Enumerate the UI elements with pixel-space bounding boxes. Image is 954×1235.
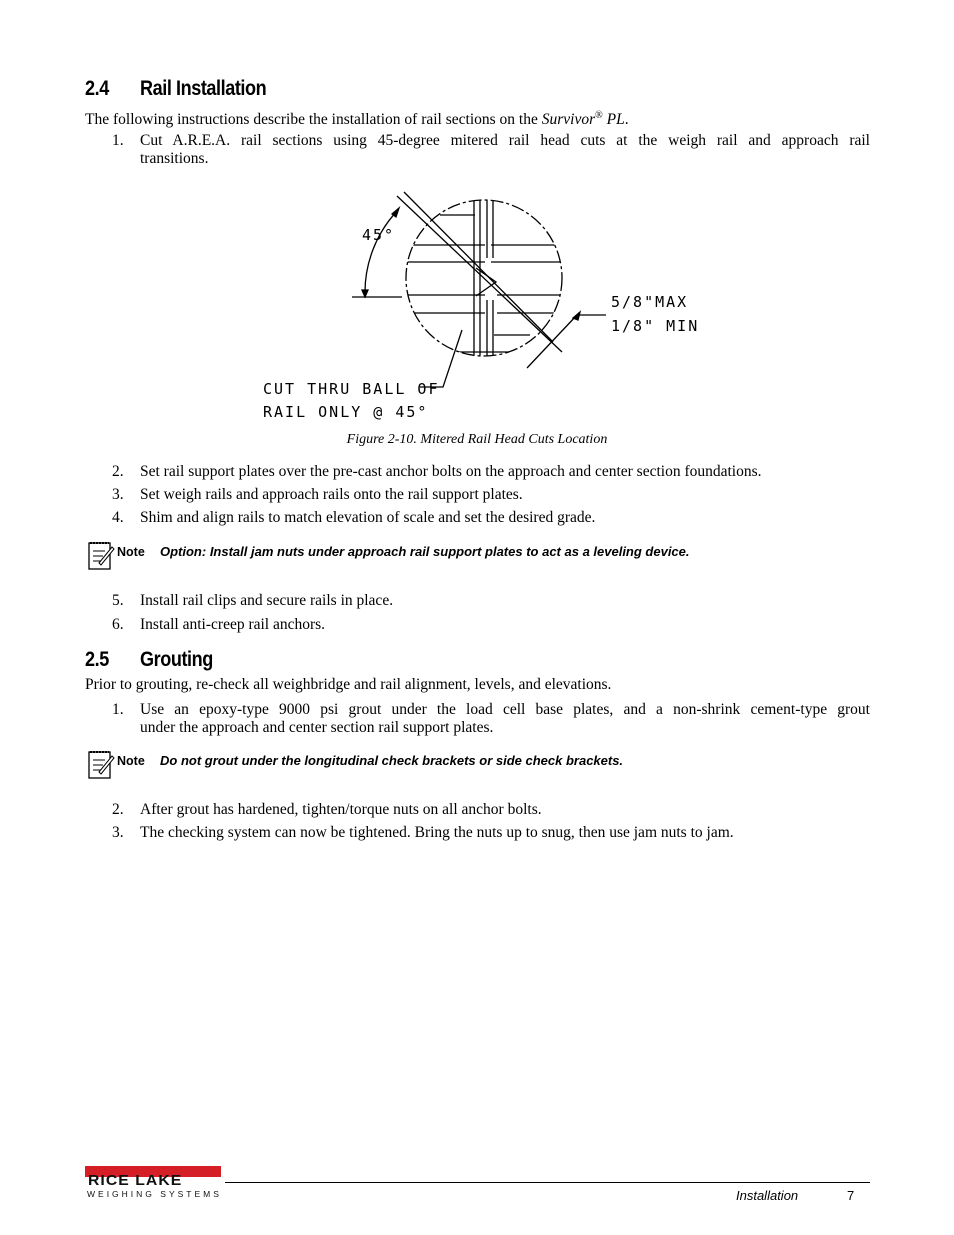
list-number: 1.: [112, 132, 124, 149]
list-number: 4.: [112, 509, 124, 526]
intro-end: .: [624, 111, 629, 129]
company-logo-subtitle: WEIGHING SYSTEMS: [87, 1189, 222, 1199]
list-text-line: under the approach and center section rail support plates.: [140, 719, 494, 736]
note-icon: [86, 748, 116, 781]
note-label: Note: [117, 545, 145, 559]
list-number: 5.: [112, 592, 124, 609]
page-number: 7: [847, 1188, 855, 1203]
footer-section: Installation: [736, 1188, 799, 1203]
note-label: Note: [117, 754, 145, 768]
cut-label-line1: CUT THRU BALL OF: [263, 380, 440, 398]
company-logo: RICE LAKE: [88, 1172, 183, 1189]
list-text: Set rail support plates over the pre-cast anchor bolts on the approach and center section foundations.: [140, 463, 762, 480]
list-number: 1.: [112, 701, 124, 718]
list-item: [85, 509, 870, 529]
note-text: Option: Install jam nuts under approach rail support plates to act as a leveling device.: [160, 544, 690, 559]
list-text-line: Use an epoxy-type 9000 psi grout under the load cell base plates, and a non-shrink cement-type grout: [140, 701, 870, 718]
list-item: [85, 486, 870, 506]
list-text-line: transitions.: [140, 150, 209, 167]
registered-mark: ®: [595, 110, 603, 121]
footer-rule: [225, 1182, 870, 1183]
list-text: Install rail clips and secure rails in place.: [140, 592, 394, 609]
section-title: Grouting: [140, 648, 213, 671]
cut-label-line2: RAIL ONLY @ 45°: [263, 403, 429, 421]
section-number: 2.4: [85, 77, 109, 100]
list-number: 2.: [112, 463, 124, 480]
max-gap-label: 5/8"MAX: [611, 293, 689, 311]
list-number: 3.: [112, 486, 124, 503]
product-name: Survivor: [541, 111, 596, 129]
list-item: [85, 592, 870, 612]
list-item: [85, 701, 870, 741]
list-text: After grout has hardened, tighten/torque nuts on all anchor bolts.: [140, 801, 542, 818]
list-text-line: Cut A.R.E.A. rail sections using 45-degree mitered rail head cuts at the weigh rail and approach rail: [140, 132, 870, 149]
note-icon: [86, 539, 116, 572]
list-number: 3.: [112, 824, 124, 841]
cut-leader: [420, 330, 462, 387]
list-text: Shim and align rails to match elevation of scale and set the desired grade.: [140, 509, 596, 526]
figure-caption: Figure 2-10. Mitered Rail Head Cuts Location: [346, 432, 608, 447]
list-item: [85, 463, 870, 483]
list-text: Install anti-creep rail anchors.: [140, 616, 326, 633]
section-title: Rail Installation: [140, 77, 267, 100]
list-item: [85, 824, 870, 844]
section-number: 2.5: [85, 648, 109, 671]
angle-label: 45°: [362, 226, 396, 244]
list-number: 2.: [112, 801, 124, 818]
list-item: [85, 616, 870, 636]
list-number: 6.: [112, 616, 124, 633]
note-text: Do not grout under the longitudinal check brackets or side check brackets.: [160, 753, 624, 768]
product-suffix: PL: [602, 111, 625, 129]
angle-arc: [365, 210, 398, 296]
section-2-5-heading: [85, 648, 213, 672]
min-gap-label: 1/8" MIN: [611, 317, 700, 335]
list-item: [85, 801, 870, 821]
section-2-5-intro: Prior to grouting, re-check all weighbridge and rail alignment, levels, and elevations.: [85, 676, 612, 693]
list-text: Set weigh rails and approach rails onto the rail support plates.: [140, 486, 523, 503]
intro-text: The following instructions describe the installation of rail sections on the: [85, 111, 542, 129]
list-text: The checking system can now be tightened. Bring the nuts up to snug, then use jam nuts to jam.: [140, 824, 734, 841]
